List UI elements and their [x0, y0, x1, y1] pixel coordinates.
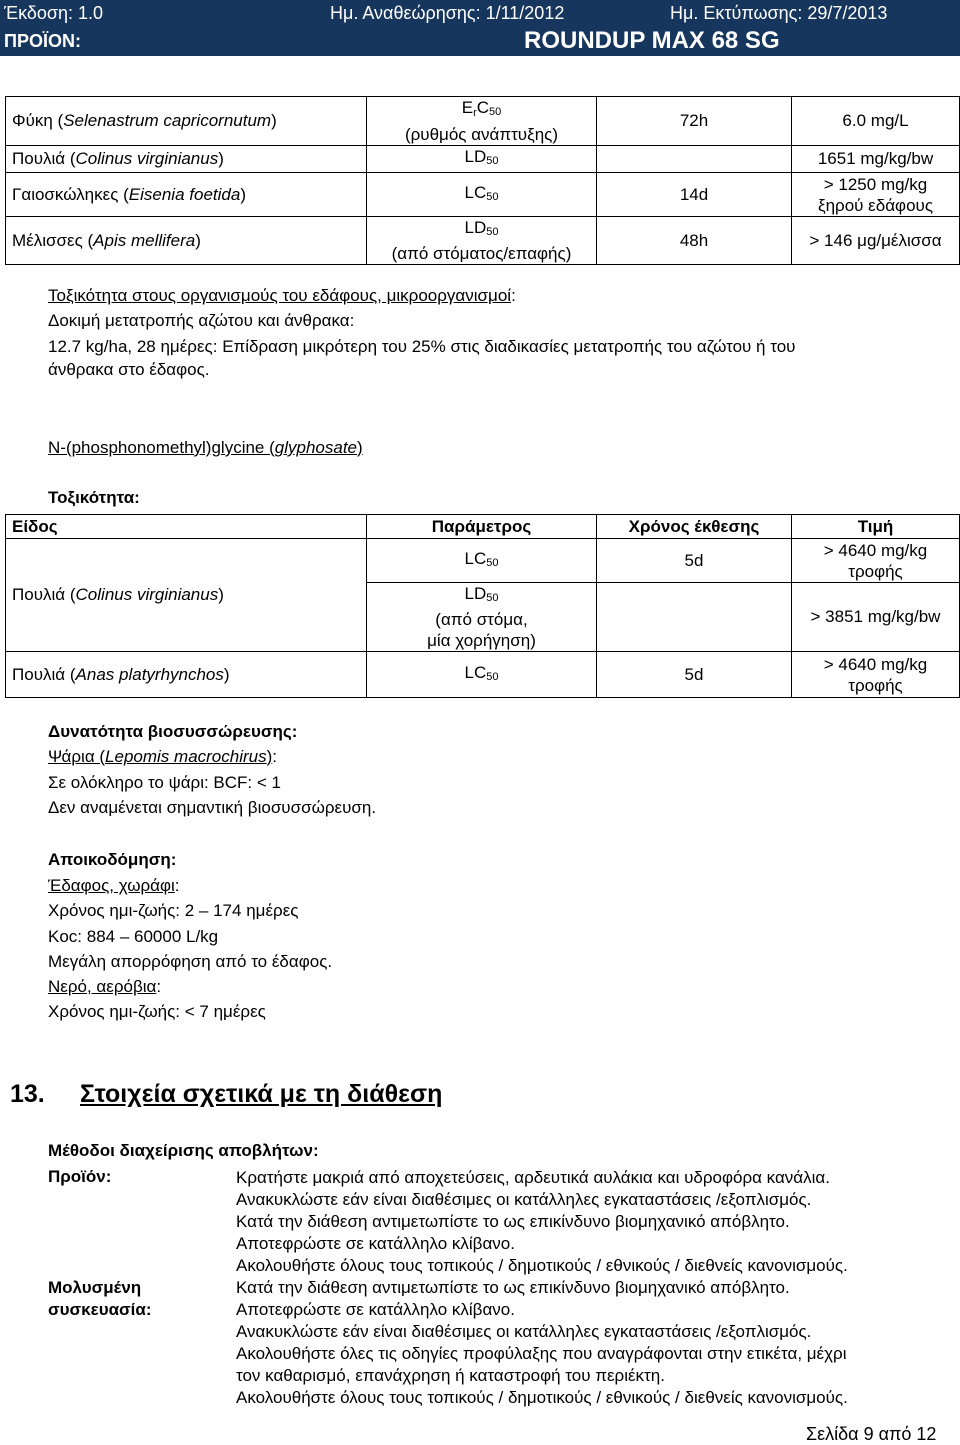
- ecotox-table-2: [5, 514, 960, 698]
- soil-toxicity-title: Τοξικότητα στους οργανισμούς του εδάφους, μικροοργανισμοί:: [48, 286, 516, 305]
- print-date: Ημ. Εκτύπωσης: 29/7/2013: [670, 3, 888, 23]
- time-cell: 72h: [597, 97, 792, 146]
- bioaccumulation-note: Δεν αναμένεται σημαντική βιοσυσσώρευση.: [48, 798, 377, 817]
- value-cell: 1651 mg/kg/bw: [792, 146, 960, 173]
- degradation-koc: Koc: 884 – 60000 L/kg: [48, 927, 219, 946]
- degradation-water: Νερό, αερόβια:: [48, 977, 162, 996]
- degradation-absorption: Μεγάλη απορρόφηση από το έδαφος.: [48, 952, 333, 971]
- bioaccumulation-bcf: Σε ολόκληρο το ψάρι: BCF: < 1: [48, 773, 281, 792]
- glyphosate-heading: N-(phosphonomethyl)glycine (glyphosate): [48, 438, 363, 457]
- species-cell: Γαιοσκώληκες (Eisenia foetida): [6, 173, 367, 217]
- bioaccumulation-title: Δυνατότητα βιοσυσσώρευσης:: [48, 722, 298, 741]
- disposal-packaging-label: Μολυσμένη συσκευασία:: [48, 1278, 152, 1319]
- degradation-half-life: Χρόνος ημι-ζωής: 2 – 174 ημέρες: [48, 901, 299, 920]
- value-cell: > 4640 mg/kg τροφής: [792, 652, 960, 698]
- parameter-cell: $LC_{50}$: [367, 173, 597, 217]
- column-header-value: Τιμή: [792, 515, 960, 539]
- parameter-cell: $E_rC_{50}$ (ρυθμός ανάπτυξης): [367, 97, 597, 146]
- time-cell: 14d: [597, 173, 792, 217]
- soil-test-text-2: άνθρακα στο έδαφος.: [48, 360, 210, 379]
- list-item: Ακολουθήστε όλους τους τοπικούς / δημοτικούς / εθνικούς / διεθνείς κανονισμούς.: [236, 1388, 848, 1407]
- product-name: ROUNDUP MAX 68 SG: [524, 27, 780, 54]
- degradation-soil-field: Έδαφος, χωράφι:: [48, 876, 180, 895]
- header-band-product: [0, 27, 960, 56]
- header-band-top: [0, 0, 960, 27]
- list-item: Αποτεφρώστε σε κατάλληλο κλίβανο.: [236, 1300, 515, 1319]
- time-cell: 5d: [597, 652, 792, 698]
- species-cell: Πουλιά (Colinus virginianus): [6, 146, 367, 173]
- column-header-parameter: Παράμετρος: [367, 515, 597, 539]
- table-row: [6, 146, 960, 173]
- disposal-product-list: [236, 1167, 848, 1277]
- time-cell: 5d: [597, 539, 792, 583]
- time-cell: [597, 146, 792, 173]
- table-row: [6, 652, 960, 698]
- time-cell: [597, 583, 792, 652]
- list-item: τον καθαρισμό, επανάχρηση ή καταστροφή του περιέκτη.: [236, 1366, 665, 1385]
- list-item: Κατά την διάθεση αντιμετωπίστε το ως επικίνδυνο βιομηχανικό απόβλητο.: [236, 1278, 790, 1297]
- degradation-half-life-water: Χρόνος ημι-ζωής: < 7 ημέρες: [48, 1002, 266, 1021]
- list-item: Ακολουθήστε όλες τις οδηγίες προφύλαξης που αναγράφονται στην ετικέτα, μέχρι: [236, 1344, 847, 1363]
- list-item: Κρατήστε μακριά από αποχετεύσεις, αρδευτικά αυλάκια και υδροφόρα κανάλια.: [236, 1168, 830, 1187]
- page-number: Σελίδα 9 από 12: [806, 1424, 937, 1444]
- parameter-cell: $LD_{50}$ (από στόμα, μία χορήγηση): [367, 583, 597, 652]
- parameter-cell: $LC_{50}$: [367, 652, 597, 698]
- time-cell: 48h: [597, 217, 792, 265]
- list-item: Αποτεφρώστε σε κατάλληλο κλίβανο.: [236, 1234, 515, 1253]
- parameter-cell: $LD_{50}$ (από στόματος/επαφής): [367, 217, 597, 265]
- disposal-packaging-list: [236, 1277, 848, 1409]
- species-cell: Φύκη (Selenastrum capricornutum): [6, 97, 367, 146]
- toxicity-label: Τοξικότητα:: [48, 488, 140, 507]
- bioaccumulation-fish: Ψάρια (Lepomis macrochirus):: [48, 747, 278, 766]
- list-item: Ανακυκλώστε εάν είναι διαθέσιμες οι κατάλληλες εγκαταστάσεις /εξοπλισμός.: [236, 1190, 812, 1209]
- species-cell: Μέλισσες (Apis mellifera): [6, 217, 367, 265]
- column-header-exposure-time: Χρόνος έκθεσης: [597, 515, 792, 539]
- soil-test-label: Δοκιμή μετατροπής αζώτου και άνθρακα:: [48, 311, 355, 330]
- column-header-species: Είδος: [6, 515, 367, 539]
- parameter-cell: $LD_{50}$: [367, 146, 597, 173]
- table-header-row: [6, 515, 960, 539]
- table-row: [6, 97, 960, 146]
- revision-date: Ημ. Αναθεώρησης: 1/11/2012: [330, 3, 565, 23]
- product-label: ΠΡΟΪΟΝ:: [4, 31, 82, 51]
- disposal-product-label: Προϊόν:: [48, 1167, 112, 1186]
- disposal-methods-title: Μέθοδοι διαχείρισης αποβλήτων:: [48, 1141, 319, 1160]
- edition-label: Έκδοση: 1.0: [4, 3, 104, 23]
- soil-test-text-1: 12.7 kg/ha, 28 ημέρες: Επίδραση μικρότερη του 25% στις διαδικασίες μετατροπής του αζώτου ή του: [48, 337, 796, 356]
- list-item: Ανακυκλώστε εάν είναι διαθέσιμες οι κατάλληλες εγκαταστάσεις /εξοπλισμός.: [236, 1322, 812, 1341]
- table-row: [6, 217, 960, 265]
- value-cell: > 146 μg/μέλισσα: [792, 217, 960, 265]
- value-cell: 6.0 mg/L: [792, 97, 960, 146]
- list-item: Κατά την διάθεση αντιμετωπίστε το ως επικίνδυνο βιομηχανικό απόβλητο.: [236, 1212, 790, 1231]
- ecotox-table-1: [5, 96, 960, 265]
- species-cell: Πουλιά (Anas platyrhynchos): [6, 652, 367, 698]
- value-cell: > 4640 mg/kg τροφής: [792, 539, 960, 583]
- species-cell: Πουλιά (Colinus virginianus): [6, 539, 367, 652]
- value-cell: > 3851 mg/kg/bw: [792, 583, 960, 652]
- value-cell: > 1250 mg/kg ξηρού εδάφους: [792, 173, 960, 217]
- table-row: [6, 173, 960, 217]
- degradation-title: Αποικοδόμηση:: [48, 850, 177, 869]
- table-row: [6, 539, 960, 583]
- section-13-heading: 13. Στοιχεία σχετικά με τη διάθεση: [10, 1080, 443, 1108]
- list-item: Ακολουθήστε όλους τους τοπικούς / δημοτικούς / εθνικούς / διεθνείς κανονισμούς.: [236, 1256, 848, 1275]
- parameter-cell: $LC_{50}$: [367, 539, 597, 583]
